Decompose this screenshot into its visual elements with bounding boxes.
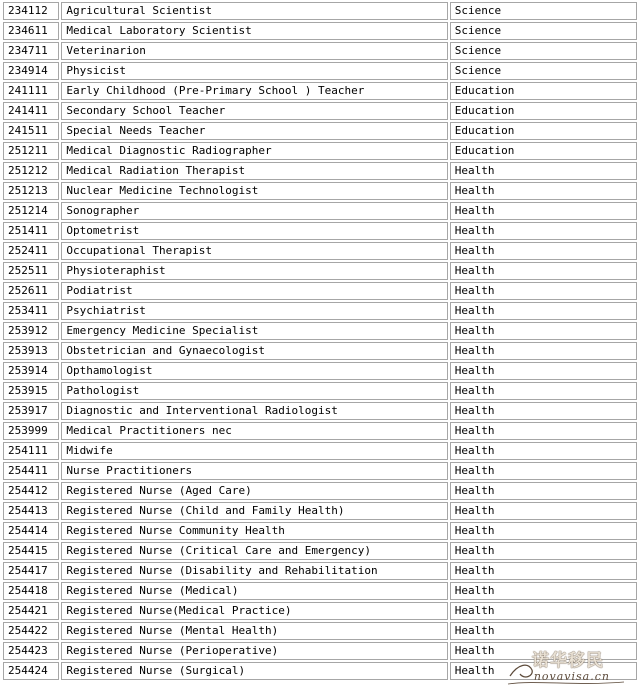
occupation-code-cell: 253999 xyxy=(3,422,59,440)
occupation-category-cell: Health xyxy=(450,642,637,660)
table-row xyxy=(3,182,637,200)
occupation-category-cell: Health xyxy=(450,162,637,180)
occupation-code-cell: 254421 xyxy=(3,602,59,620)
watermark-subtitle: novavisa.cn xyxy=(533,670,610,683)
occupation-category-cell: Health xyxy=(450,242,637,260)
occupation-name-cell: Medical Diagnostic Radiographer xyxy=(61,142,447,160)
occupation-code-cell: 253914 xyxy=(3,362,59,380)
table-row xyxy=(3,422,637,440)
occupation-category-cell: Science xyxy=(450,22,637,40)
occupation-name-cell: Opthamologist xyxy=(61,362,447,380)
occupation-name-cell: Optometrist xyxy=(61,222,447,240)
occupation-code-cell: 254414 xyxy=(3,522,59,540)
occupation-name-cell: Nuclear Medicine Technologist xyxy=(61,182,447,200)
table-row xyxy=(3,2,637,20)
occupation-category-cell: Education xyxy=(450,102,637,120)
occupation-name-cell: Pathologist xyxy=(61,382,447,400)
occupation-code-cell: 252511 xyxy=(3,262,59,280)
table-row xyxy=(3,442,637,460)
occupation-code-cell: 251212 xyxy=(3,162,59,180)
occupation-table-body xyxy=(3,2,637,680)
occupation-name-cell: Registered Nurse (Mental Health) xyxy=(61,622,447,640)
occupation-category-cell: Health xyxy=(450,422,637,440)
occupation-code-cell: 254411 xyxy=(3,462,59,480)
occupation-code-cell: 234711 xyxy=(3,42,59,60)
occupation-category-cell: Health xyxy=(450,442,637,460)
occupation-category-cell: Education xyxy=(450,122,637,140)
occupation-category-cell: Science xyxy=(450,42,637,60)
occupation-code-cell: 241511 xyxy=(3,122,59,140)
occupation-code-cell: 252611 xyxy=(3,282,59,300)
occupation-category-cell: Health xyxy=(450,262,637,280)
table-row xyxy=(3,662,637,680)
occupation-name-cell: Obstetrician and Gynaecologist xyxy=(61,342,447,360)
occupation-name-cell: Physioteraphist xyxy=(61,262,447,280)
table-row xyxy=(3,622,637,640)
occupation-name-cell: Veterinarion xyxy=(61,42,447,60)
occupation-name-cell: Psychiatrist xyxy=(61,302,447,320)
occupation-category-cell: Health xyxy=(450,382,637,400)
table-row xyxy=(3,582,637,600)
occupation-category-cell: Education xyxy=(450,142,637,160)
occupation-code-cell: 254417 xyxy=(3,562,59,580)
occupation-code-cell: 254423 xyxy=(3,642,59,660)
occupation-code-cell: 254413 xyxy=(3,502,59,520)
table-row xyxy=(3,202,637,220)
occupation-code-cell: 241111 xyxy=(3,82,59,100)
occupation-name-cell: Registered Nurse (Disability and Rehabilitation xyxy=(61,562,447,580)
occupation-category-cell: Health xyxy=(450,202,637,220)
occupation-category-cell: Health xyxy=(450,622,637,640)
table-row xyxy=(3,542,637,560)
occupation-code-cell: 234112 xyxy=(3,2,59,20)
occupation-category-cell: Health xyxy=(450,662,637,680)
occupation-category-cell: Science xyxy=(450,2,637,20)
occupation-name-cell: Podiatrist xyxy=(61,282,447,300)
table-row xyxy=(3,402,637,420)
occupation-category-cell: Health xyxy=(450,542,637,560)
table-row xyxy=(3,102,637,120)
table-row xyxy=(3,322,637,340)
table-row xyxy=(3,302,637,320)
table-row xyxy=(3,522,637,540)
occupation-category-cell: Health xyxy=(450,282,637,300)
occupation-name-cell: Medical Practitioners nec xyxy=(61,422,447,440)
occupation-category-cell: Science xyxy=(450,62,637,80)
occupation-category-cell: Health xyxy=(450,222,637,240)
table-row xyxy=(3,62,637,80)
occupation-category-cell: Health xyxy=(450,582,637,600)
occupation-name-cell: Physicist xyxy=(61,62,447,80)
occupation-name-cell: Medical Radiation Therapist xyxy=(61,162,447,180)
occupation-code-cell: 241411 xyxy=(3,102,59,120)
table-row xyxy=(3,242,637,260)
occupation-code-cell: 251411 xyxy=(3,222,59,240)
occupation-code-cell: 234611 xyxy=(3,22,59,40)
table-row xyxy=(3,82,637,100)
table-row xyxy=(3,42,637,60)
occupation-category-cell: Health xyxy=(450,342,637,360)
occupation-code-cell: 252411 xyxy=(3,242,59,260)
occupation-category-cell: Health xyxy=(450,182,637,200)
occupation-name-cell: Registered Nurse(Medical Practice) xyxy=(61,602,447,620)
occupation-name-cell: Midwife xyxy=(61,442,447,460)
occupation-name-cell: Registered Nurse (Surgical) xyxy=(61,662,447,680)
occupation-code-cell: 254412 xyxy=(3,482,59,500)
occupation-code-cell: 253913 xyxy=(3,342,59,360)
table-row xyxy=(3,562,637,580)
occupation-code-cell: 234914 xyxy=(3,62,59,80)
occupation-name-cell: Registered Nurse (Perioperative) xyxy=(61,642,447,660)
occupation-code-cell: 254111 xyxy=(3,442,59,460)
occupation-category-cell: Health xyxy=(450,522,637,540)
occupation-name-cell: Occupational Therapist xyxy=(61,242,447,260)
table-row xyxy=(3,362,637,380)
table-row xyxy=(3,282,637,300)
occupation-category-cell: Health xyxy=(450,462,637,480)
occupation-name-cell: Diagnostic and Interventional Radiologist xyxy=(61,402,447,420)
occupation-name-cell: Nurse Practitioners xyxy=(61,462,447,480)
occupation-table xyxy=(1,0,639,682)
table-row xyxy=(3,142,637,160)
table-row xyxy=(3,262,637,280)
table-row xyxy=(3,462,637,480)
table-row xyxy=(3,482,637,500)
occupation-category-cell: Health xyxy=(450,602,637,620)
occupation-category-cell: Health xyxy=(450,562,637,580)
occupation-category-cell: Health xyxy=(450,322,637,340)
occupation-category-cell: Health xyxy=(450,502,637,520)
occupation-category-cell: Health xyxy=(450,402,637,420)
table-row xyxy=(3,122,637,140)
occupation-name-cell: Registered Nurse (Medical) xyxy=(61,582,447,600)
occupation-name-cell: Secondary School Teacher xyxy=(61,102,447,120)
table-row xyxy=(3,222,637,240)
occupation-name-cell: Agricultural Scientist xyxy=(61,2,447,20)
occupation-category-cell: Health xyxy=(450,362,637,380)
occupation-name-cell: Emergency Medicine Specialist xyxy=(61,322,447,340)
occupation-code-cell: 253915 xyxy=(3,382,59,400)
occupation-code-cell: 254418 xyxy=(3,582,59,600)
occupation-name-cell: Medical Laboratory Scientist xyxy=(61,22,447,40)
occupation-name-cell: Registered Nurse (Aged Care) xyxy=(61,482,447,500)
occupation-name-cell: Registered Nurse (Critical Care and Emergency) xyxy=(61,542,447,560)
watermark-title: 诺华移民 xyxy=(532,651,604,671)
occupation-code-cell: 251214 xyxy=(3,202,59,220)
occupation-name-cell: Registered Nurse Community Health xyxy=(61,522,447,540)
occupation-code-cell: 253917 xyxy=(3,402,59,420)
occupation-name-cell: Sonographer xyxy=(61,202,447,220)
occupation-category-cell: Health xyxy=(450,302,637,320)
occupation-category-cell: Education xyxy=(450,82,637,100)
occupation-code-cell: 253411 xyxy=(3,302,59,320)
table-row xyxy=(3,642,637,660)
occupation-category-cell: Health xyxy=(450,482,637,500)
occupation-name-cell: Registered Nurse (Child and Family Health) xyxy=(61,502,447,520)
occupation-name-cell: Special Needs Teacher xyxy=(61,122,447,140)
table-row xyxy=(3,602,637,620)
table-row xyxy=(3,382,637,400)
occupation-code-cell: 254415 xyxy=(3,542,59,560)
table-row xyxy=(3,502,637,520)
occupation-code-cell: 254422 xyxy=(3,622,59,640)
occupation-code-cell: 251211 xyxy=(3,142,59,160)
occupation-code-cell: 254424 xyxy=(3,662,59,680)
occupation-code-cell: 251213 xyxy=(3,182,59,200)
occupation-name-cell: Early Childhood (Pre-Primary School ) Teacher xyxy=(61,82,447,100)
occupation-code-cell: 253912 xyxy=(3,322,59,340)
table-row xyxy=(3,342,637,360)
table-row xyxy=(3,162,637,180)
table-row xyxy=(3,22,637,40)
